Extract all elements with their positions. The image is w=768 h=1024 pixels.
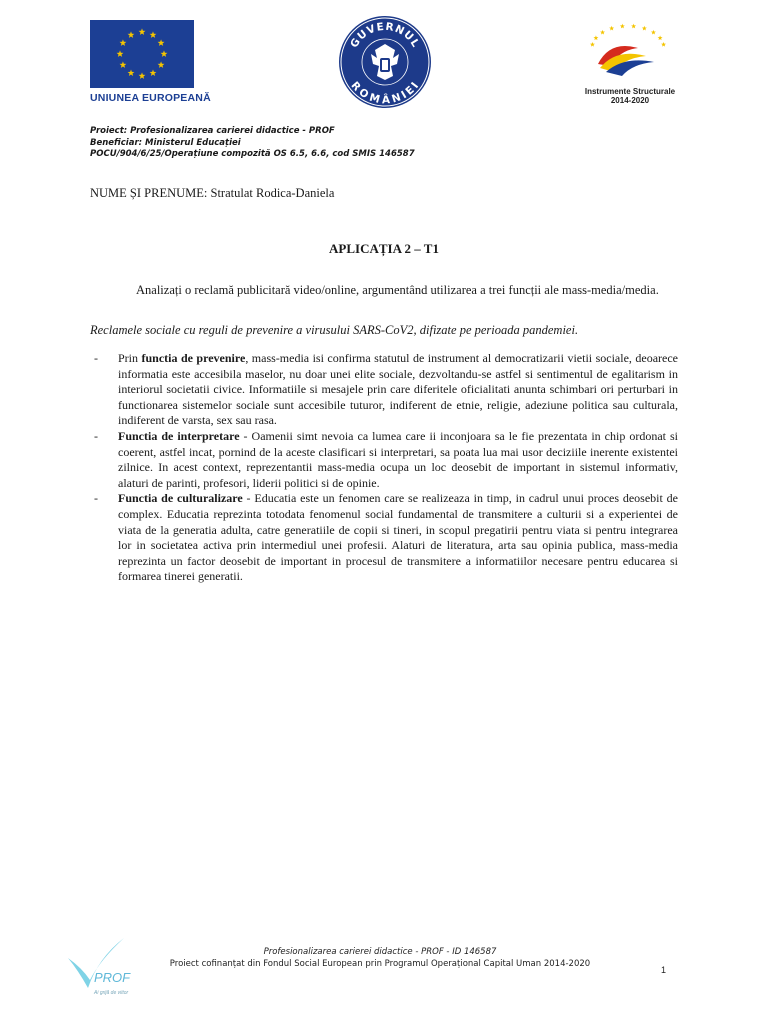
bullet-dash: - [94,351,98,365]
footer-line1: Profesionalizarea carierei didactice - PROF - ID 146587 [263,947,497,957]
project-line: Proiect: Profesionalizarea carierei didactice - PROF [90,126,335,136]
seal-text-top: GUVERNUL [348,20,422,51]
eu-flag-icon [90,20,194,88]
function-name: Functia de culturalizare [118,491,243,506]
prof-logo [64,936,140,1000]
name-label: NUME ȘI PRENUME: [90,186,208,200]
star-icon [593,35,598,40]
instrumente-structurale-logo [580,18,680,105]
star-icon [642,26,647,31]
footer-line2: Proiect cofinanțat din Fondul Social European prin Programul Operațional Capital Uman 2014-2020 [169,959,591,969]
list-item [90,351,678,429]
star-icon [658,35,663,40]
student-name: Stratulat Rodica-Daniela [210,186,335,200]
eu-caption: UNIUNEA EUROPEANĂ [90,92,211,104]
student-name-line [90,186,334,201]
structural-instruments-icon [580,18,680,80]
bullet-dash: - [94,428,98,443]
star-icon [590,42,595,47]
seal-text-bottom: ROMÂNIEI [348,79,422,107]
function-text: - Educatia este un fenomen care se realizeaza in timp, in cadrul unui proces deosebit de complex. Educatia reprezinta totodata fenomenul social fundamental de transmitere a culturii si a experientei de viata de la generatia adulta, catre generatiile de copii si tineri, in scopul pregatirii pentru viata si pentru integrarea lor in societatea activa prin intermediul unei profesii. Alaturi de literatura, arta sau opinia publica, mass-media reprezinta un factor deosebit de important in procesul de transmitere a informatiilor necesare pentru educarea si formarea tinerei generatii. [118,491,678,584]
pocu-line: POCU/904/6/25/Operațiune compozită OS 6.5, 6.6, cod SMIS 146587 [90,149,415,159]
list-item [90,491,678,585]
page-number: 1 [661,965,667,975]
subtitle: Reclamele sociale cu reguli de prevenire a virusului SARS-CoV2, difizate pe perioada pandemiei. [90,323,579,337]
prof-logo-text: PROF [94,970,131,985]
government-seal-icon [337,14,433,110]
project-info [90,126,415,161]
function-name: functia de prevenire [141,351,246,365]
star-icon [600,30,605,35]
function-text: - Oamenii simt nevoia ca lumea care ii inconjoara sa le fie prezentata in chip ordonat si coerent, astfel incat, pornind de la aceste clasificari si interpretari, sa poata lua mai usor deciziile inerente existentei zilnice. In acest context, reprezentantii mass-media ocupa un loc deosebit de important in sistemul informativ, alaturi de parinti, profesori, liderii politici si de opinie. [118,428,678,490]
functions-list [90,351,678,585]
bullet-dash: - [94,491,98,506]
star-icon [651,30,656,35]
star-icon [631,24,636,29]
is-caption-line2: 2014-2020 [610,96,650,105]
star-icon [609,26,614,31]
list-item [90,429,678,491]
footer [140,946,620,970]
prof-check-icon [64,936,140,1000]
star-icon [661,42,666,47]
function-text: , mass-media isi confirma statutul de instrument al democratizarii vietii sociale, deoarece informatia este accesibila maselor, nu doar unei elite sociale, dezvoltandu-se astfel si sentimentul de egalitarism in interiorul societatii civice. Informatiile si mesajele prin care diferitele oficialitati anunta schimbari ori perturbari in functionarea sistemelor sociale sunt accesibile tuturor, indiferent de etnie, religie, adeziune politica sau culturala, indiferent de varsta, sex sau rasa. [118,351,678,428]
government-seal-logo [337,14,433,110]
is-caption [580,87,680,105]
function-name: Functia de interpretare [118,428,240,443]
task-statement: Analizați o reclamă publicitară video/online, argumentând utilizarea a trei funcții ale mass-media/media. [136,283,659,297]
is-caption-line1: Instrumente Structurale [584,87,676,96]
item-prefix: Prin [118,351,142,365]
eu-logo [90,20,211,104]
star-icon [620,24,625,29]
beneficiary-line: Beneficiar: Ministerul Educației [90,137,241,148]
page-title: APLICAȚIA 2 – T1 [329,241,439,256]
prof-logo-tagline: Ai grijă de viitor [94,990,129,996]
